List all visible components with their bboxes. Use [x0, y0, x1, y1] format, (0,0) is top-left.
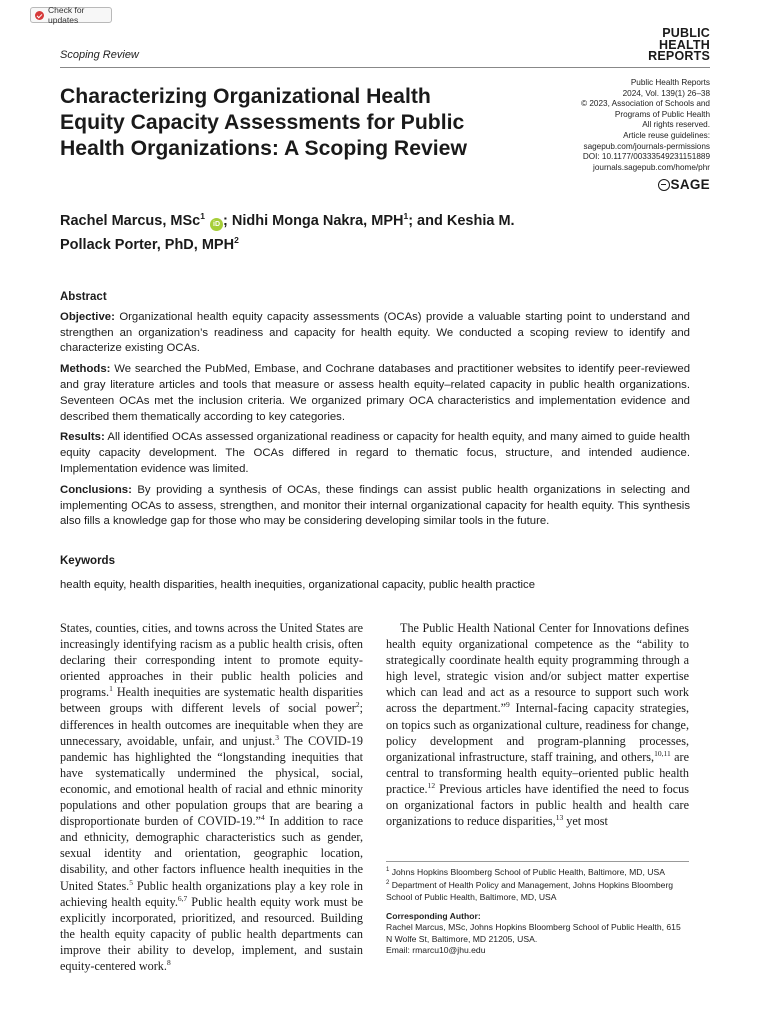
- results-label: Results:: [60, 431, 105, 444]
- citation-ref[interactable]: 12: [427, 780, 436, 790]
- body-text: ; differences in health outcomes are inequitable when they are unnecessary, avoidable, unfair, and unjust.: [60, 701, 363, 748]
- body-text: States, counties, cities, and towns across the United States are increasingly identifying racism as a public health crisis, often declaring their corresponding intent to promote equity-oriented approaches in their public health policies and programs.: [60, 621, 363, 700]
- corresponding-author-address: Rachel Marcus, MSc, Johns Hopkins Bloomberg School of Public Health, 615 N Wolfe St, Baltimore, MD 21205, USA.: [386, 922, 681, 944]
- citation-ref[interactable]: 1: [109, 684, 113, 694]
- journal-logo-line3: REPORTS: [648, 49, 710, 63]
- intro-paragraph: [60, 620, 363, 974]
- author-2-affil: 1: [403, 211, 409, 221]
- abstract: [60, 290, 690, 535]
- methods-text: We searched the PubMed, Embase, and Cochrane databases and practitioner websites to identify peer-reviewed and gray literature articles and tools that measure or assess health equity–related capacity in public health organizations. Seventeen OCAs met the inclusion criteria. We organized primary OCA characteristics and implementation evidence and described them thematically according to key categories.: [60, 363, 690, 423]
- abstract-methods: [60, 362, 690, 425]
- affiliation-1-marker: 1: [386, 867, 390, 873]
- citation-ref[interactable]: 6,7: [177, 893, 188, 903]
- affiliations-footnotes: [386, 861, 689, 957]
- pubinfo-copyright: © 2023, Association of Schools and: [581, 99, 710, 109]
- conclusions-label: Conclusions:: [60, 483, 132, 496]
- body-column-left: [60, 620, 363, 974]
- pubinfo-copyright-cont: Programs of Public Health: [614, 109, 710, 119]
- journal-logo: [648, 28, 710, 63]
- citation-ref[interactable]: 13: [555, 813, 564, 823]
- citation-ref[interactable]: 3: [275, 732, 279, 742]
- body-text: In addition to race and ethnicity, demographic characteristics such as gender, sexual identity and orientation, geographic location, disability, and other factors influence health inequities in the United States.: [60, 814, 363, 893]
- orcid-icon[interactable]: iD: [210, 218, 223, 231]
- publication-info: [510, 78, 710, 173]
- check-for-updates-button[interactable]: [30, 7, 112, 23]
- sage-icon: [658, 179, 670, 191]
- affiliation-1-text: Johns Hopkins Bloomberg School of Public Health, Baltimore, MD, USA: [389, 866, 665, 877]
- abstract-results: [60, 430, 690, 477]
- objective-text: Organizational health equity capacity assessments (OCAs) provide a valuable starting point to understand and strengthen an organization’s readiness and capacity for health equity. We conducted a scoping review to identify and characterize existing OCAs.: [60, 310, 690, 355]
- second-paragraph: [386, 620, 689, 829]
- affiliation-2-marker: 2: [386, 880, 390, 887]
- affiliation-2: [386, 878, 689, 903]
- author-1-affil: 1: [200, 211, 205, 221]
- body-column-right: [386, 620, 689, 829]
- corresponding-author-heading: Corresponding Author:: [386, 910, 481, 921]
- pubinfo-volume: 2024, Vol. 139(1) 26–38: [622, 88, 710, 98]
- keywords: [60, 555, 690, 591]
- corresponding-author-email[interactable]: Email: rmarcu10@jhu.edu: [386, 945, 486, 956]
- citation-ref[interactable]: 2: [355, 700, 360, 710]
- conclusions-text: By providing a synthesis of OCAs, these findings can assist public health organizations in selecting and implementing OCAs to assess, strengthen, and monitor their internal organizational capacity for health equity. This synthesis also fills a knowledge gap for those who may be considering developing similar tools in the future.: [60, 483, 690, 528]
- pubinfo-rights: All rights reserved.: [642, 120, 710, 130]
- citation-ref[interactable]: 4: [260, 813, 265, 823]
- keywords-heading: Keywords: [60, 555, 115, 567]
- affiliation-2-text: Department of Health Policy and Management, Johns Hopkins Bloomberg School of Public Health, Baltimore, MD, USA: [386, 880, 674, 902]
- keywords-text: health equity, health disparities, health inequities, organizational capacity, public health practice: [60, 579, 535, 591]
- author-3: ; and Keshia M. Pollack Porter, PhD, MPH: [60, 212, 515, 253]
- author-3-affil: 2: [234, 234, 239, 245]
- body-text: The COVID-19 pandemic has highlighted the “longstanding inequities that have systematically undermined the physical, social, economic, and emotional health of racial and ethnic minority populations and other population groups that are bearing a disproportionate burden of COVID-19.”: [60, 733, 363, 829]
- article-title: Characterizing Organizational Health Equity Capacity Assessments for Public Health Organizations: A Scoping Review: [60, 85, 467, 160]
- citation-ref[interactable]: 10,11: [654, 748, 671, 758]
- body-text: Previous articles have identified the need to focus on organizational factors in public health and health care organizations to reduce disparities,: [386, 781, 689, 829]
- author-1: Rachel Marcus, MSc: [60, 212, 201, 229]
- pubinfo-reuse: Article reuse guidelines:: [623, 130, 710, 140]
- methods-label: Methods:: [60, 363, 111, 376]
- publisher-name: SAGE: [670, 177, 710, 192]
- affiliation-1: [386, 865, 689, 878]
- citation-ref[interactable]: 5: [129, 877, 133, 887]
- body-text: are central to transforming health equity–oriented public health practice.: [386, 749, 689, 796]
- abstract-objective: [60, 310, 690, 357]
- author-2: ; Nidhi Monga Nakra, MPH: [223, 212, 404, 229]
- citation-ref[interactable]: 8: [166, 957, 171, 967]
- pubinfo-journal: Public Health Reports: [630, 78, 710, 87]
- author-list: [60, 207, 530, 255]
- abstract-heading: Abstract: [60, 291, 107, 303]
- objective-label: Objective:: [60, 310, 115, 323]
- header-divider: [60, 67, 710, 68]
- pubinfo-permissions-link[interactable]: sagepub.com/journals-permissions: [583, 141, 710, 151]
- publisher-logo: [658, 177, 710, 192]
- journal-logo-line2: HEALTH: [659, 37, 710, 52]
- check-for-updates-label: Check for updates: [48, 5, 85, 25]
- body-text: Public health equity work must be explicitly incorporated, prioritized, and resourced. Building the health equity capacity of public health departments can improve their ability to develop, implement, and sustain equity-centered work.: [60, 894, 363, 973]
- pubinfo-doi[interactable]: DOI: 10.1177/00333549231151889: [582, 152, 710, 162]
- body-text: yet most: [563, 814, 608, 829]
- body-text: The Public Health National Center for Innovations defines health equity organizational competence as the “ability to strategically coordinate health equity programming through a high level, strategic vision and/or subject matter expertise which can lead and act as a resource to support such work across the department.”: [386, 621, 689, 716]
- corresponding-author: [386, 911, 689, 957]
- citation-ref[interactable]: 9: [506, 700, 510, 710]
- body-text: Health inequities are systematic health disparities between groups with different levels of social power: [60, 685, 363, 716]
- body-text: Internal-facing capacity strategies, on topics such as organizational culture, readiness for change, policy development and program-planning processes, organizational infrastructure, staff training, and others,: [386, 701, 689, 764]
- abstract-conclusions: [60, 483, 690, 530]
- pubinfo-journal-link[interactable]: journals.sagepub.com/home/phr: [593, 162, 710, 172]
- results-text: All identified OCAs assessed organizational readiness or capacity for health equity, and many aimed to guide health equity capacity development. The OCAs differed in regard to thematic focus, structure, and intended audience. Implementation evidence was limited.: [60, 431, 690, 475]
- article-type-label: Scoping Review: [60, 49, 139, 61]
- check-updates-icon: [35, 11, 44, 20]
- journal-logo-line1: PUBLIC: [662, 26, 710, 40]
- body-text: Public health organizations play a key role in achieving health equity.: [60, 878, 363, 909]
